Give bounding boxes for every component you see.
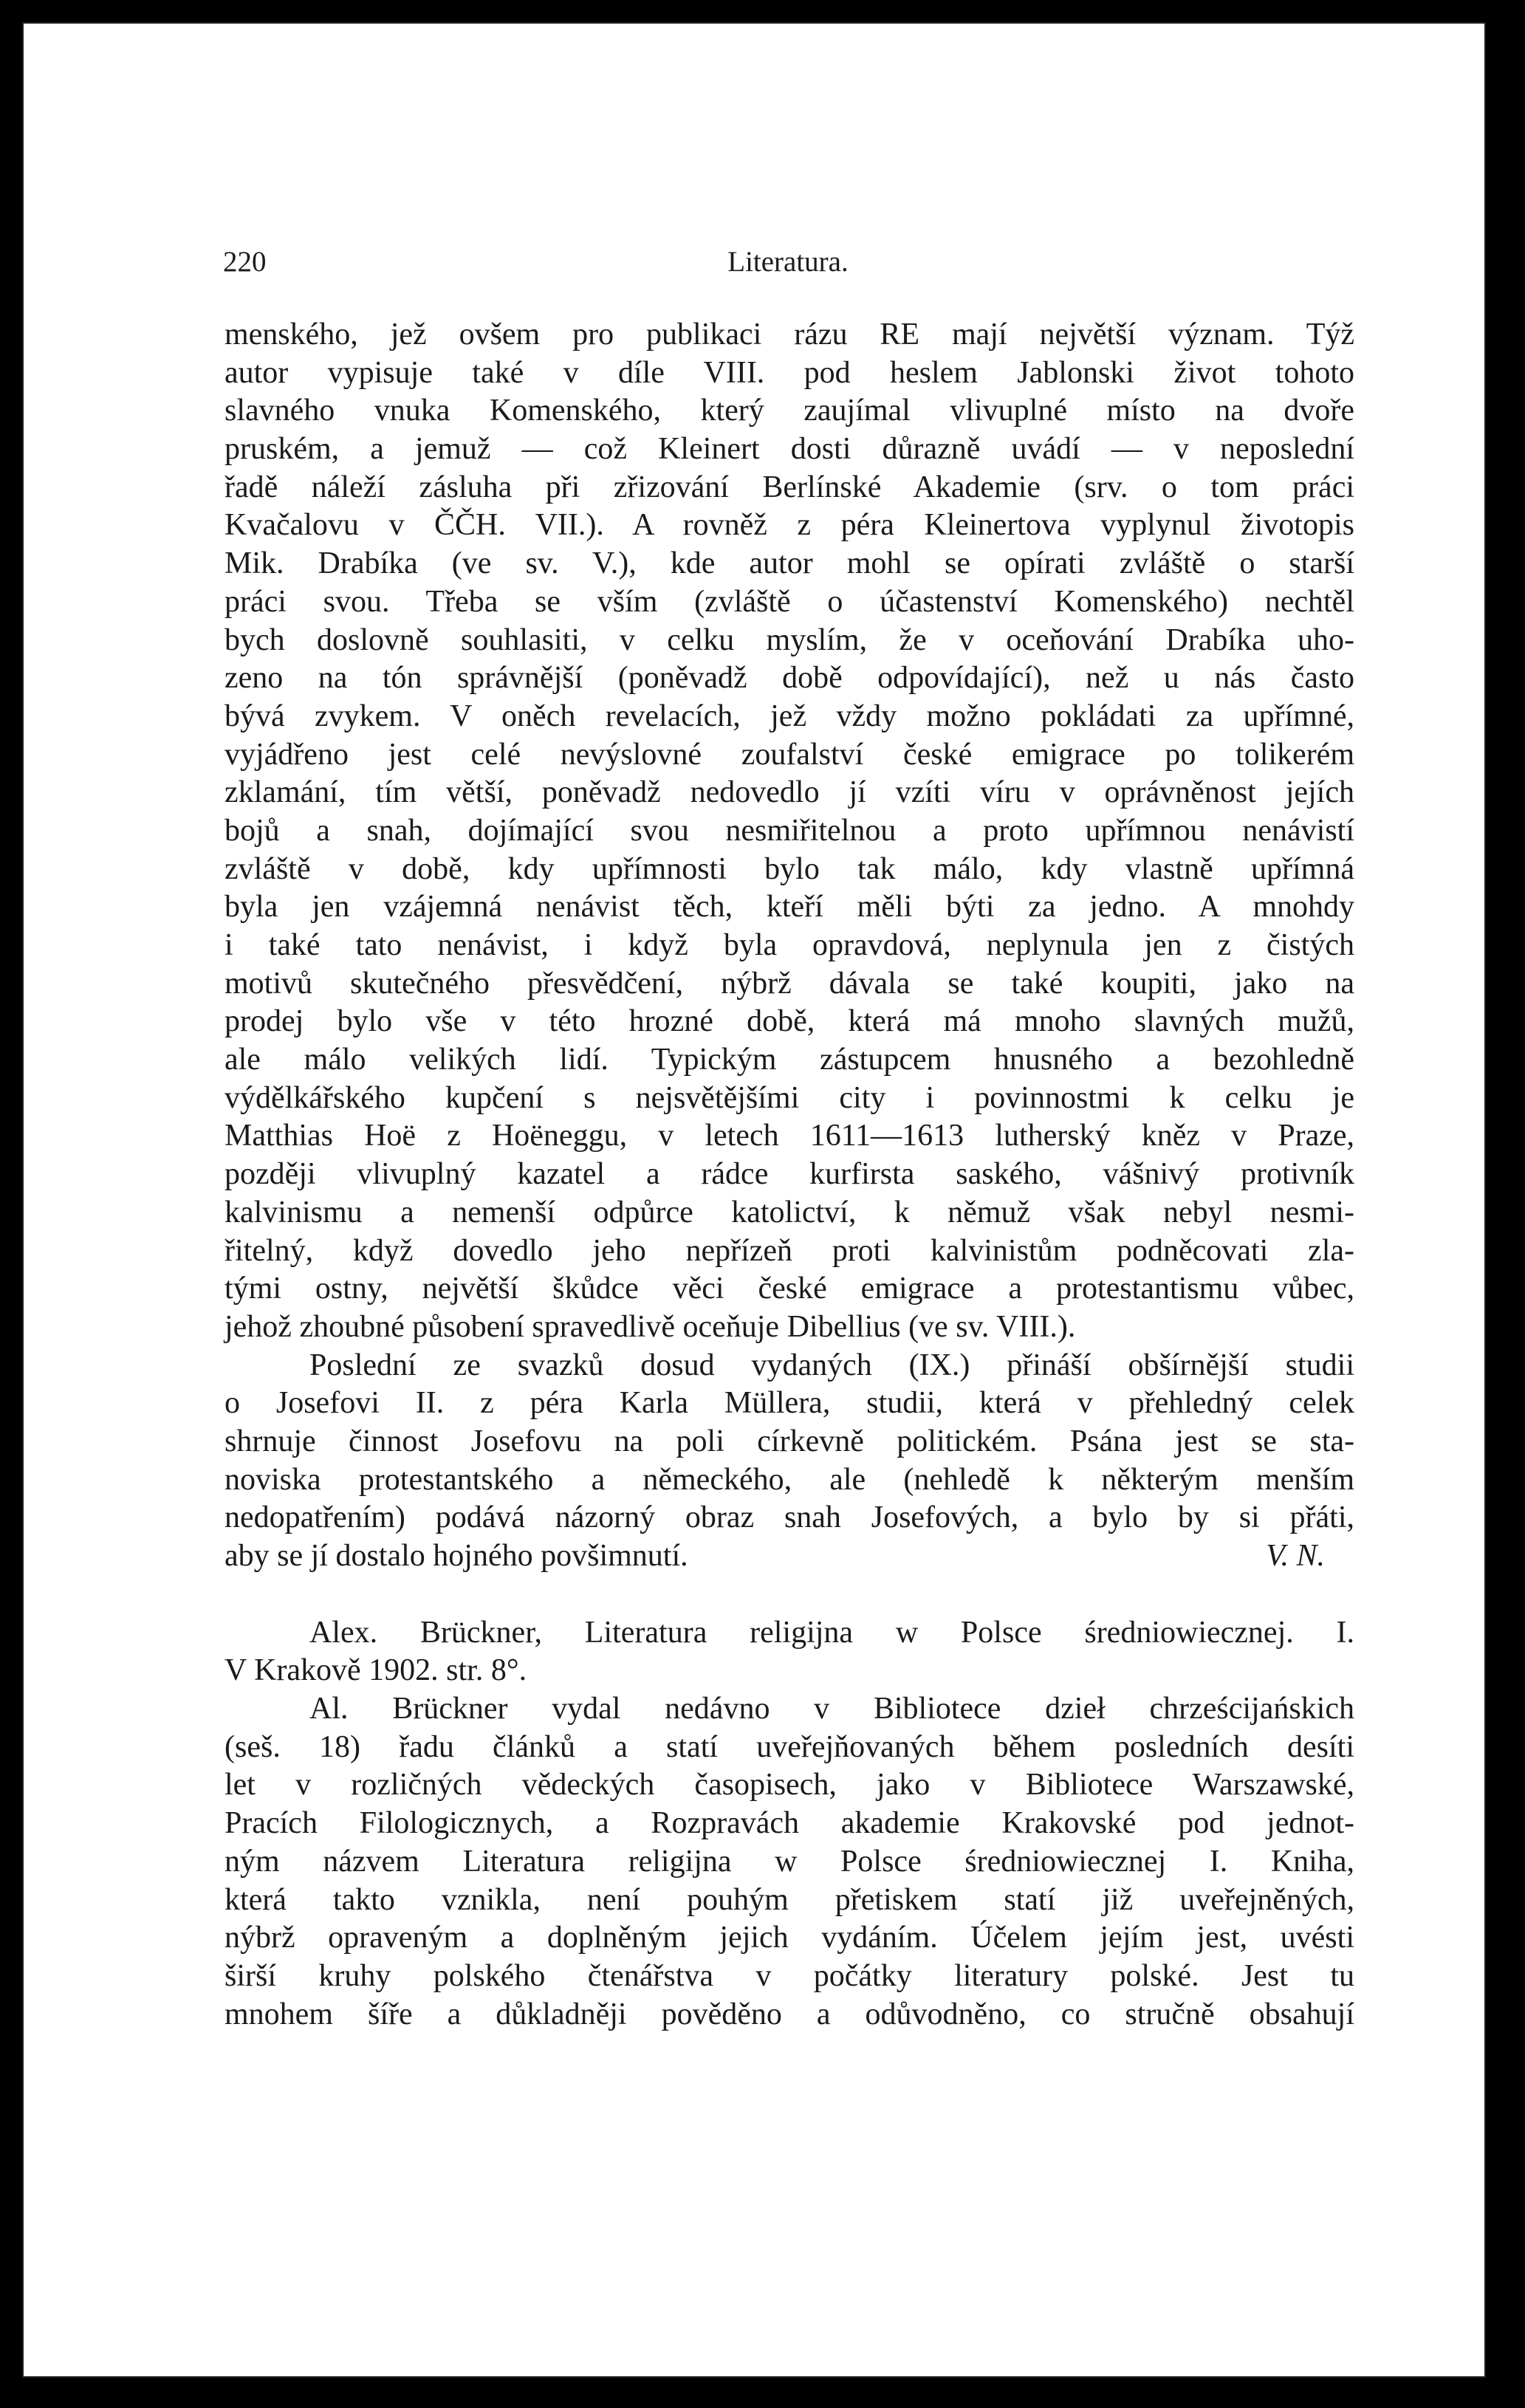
text-line: kalvinismu a nemenší odpůrce katolictví, k němuž však nebyl nesmi- (225, 1195, 1354, 1229)
text-line: nýbrž opraveným a doplněným jejich vydáním. Účelem jejím jest, uvésti (225, 1921, 1354, 1955)
text-line: zvláště v době, kdy upřímnosti bylo tak málo, kdy vlastně upřímná (225, 851, 1354, 886)
text-line: prodej bylo vše v této hrozné době, která má mnoho slavných mužů, (225, 1004, 1354, 1039)
text-line: ale málo velikých lidí. Typickým zástupcem hnusného a bezohledně (225, 1043, 1354, 1077)
review-heading-line: Alex. Brückner, Literatura religijna w Polsce średniowiecznej. I. (309, 1615, 1354, 1650)
text-line: let v rozličných vědeckých časopisech, jako v Bibliotece Warszawské, (225, 1768, 1354, 1802)
text-line: nedopatřením) podává názorný obraz snah Josefových, a bylo by si přáti, (225, 1500, 1354, 1535)
text-line-with-signature (225, 1537, 1354, 1576)
text-line: (seš. 18) řadu článků a statí uveřejňovaných během posledních desíti (225, 1729, 1354, 1764)
text-line: mnohem šíře a důkladněji pověděno a odůvodněno, co stručně obsahují (225, 1997, 1354, 2031)
text-line: širší kruhy polského čtenářstva v počátky literatury polské. Jest tu (225, 1958, 1354, 1993)
text-line: pruském, a jemuž — což Kleinert dosti důrazně uvádí — v neposlední (225, 432, 1354, 467)
text-line: výdělkářského kupčení s nejsvětějšími city i povinnostmi k celku je (225, 1080, 1354, 1115)
text-line: vyjádřeno jest celé nevýslovné zoufalství české emigrace po tolikerém (225, 737, 1354, 772)
text-line: i také tato nenávist, i když byla opravdová, neplynula jen z čistých (225, 928, 1354, 962)
page-number: 220 (223, 246, 267, 278)
text-line: tými ostny, největší škůdce věci české emigrace a protestantismu vůbec, (225, 1272, 1354, 1306)
text-line: shrnuje činnost Josefovu na poli církevně politickém. Psána jest se sta- (225, 1424, 1354, 1458)
text-line: zklamání, tím větší, poněvadž nedovedlo jí vzíti víru v oprávněnost jejích (225, 775, 1354, 810)
text-line: jehož zhoubné působení spravedlivě oceňuje Dibellius (ve sv. VIII.). (225, 1309, 1076, 1344)
text-line: bych doslovně souhlasiti, v celku myslím, že v oceňování Drabíka uho- (225, 622, 1354, 657)
running-head (223, 245, 1353, 282)
text-line: byla jen vzájemná nenávist těch, kteří měli býti za jedno. A mnohdy (225, 890, 1354, 925)
text-line: práci svou. Třeba se vším (zvláště o účastenství Komenského) nechtěl (225, 584, 1354, 619)
author-signature: V. N. (1266, 1539, 1325, 1573)
text-line: bojů a snah, dojímající svou nesmiřitelnou a proto upřímnou nenávistí (225, 813, 1354, 848)
text-line: bývá zvykem. V oněch revelacích, jež vždy možno pokládati za upřímné, (225, 699, 1354, 733)
text-line: zeno na tón správnější (poněvadž době odpovídající), než u nás často (225, 661, 1354, 696)
text-line: autor vypisuje také v díle VIII. pod heslem Jablonski život tohoto (225, 355, 1354, 390)
book-page (22, 22, 1486, 2378)
text-line: Kvačalovu v ČČH. VII.). A rovněž z péra Kleinertova vyplynul životopis (225, 508, 1354, 543)
text-line: slavného vnuka Komenského, který zaujímal vlivuplné místo na dvoře (225, 394, 1354, 428)
section-gap (225, 1576, 1354, 1614)
text-line: noviska protestantského a německého, ale (nehledě k některým menším (225, 1462, 1354, 1497)
text-line: řitelný, když dovedlo jeho nepřízeň proti kalvinistům podněcovati zla- (225, 1233, 1354, 1268)
text-line: později vlivuplný kazatel a rádce kurfirsta saského, vášnivý protivník (225, 1157, 1354, 1192)
text-line: o Josefovi II. z péra Karla Müllera, studii, která v přehledný celek (225, 1386, 1354, 1421)
text-line: řadě náleží zásluha při zřizování Berlínské Akademie (srv. o tom práci (225, 470, 1354, 504)
text-line: Poslední ze svazků dosud vydaných (IX.) přináší obšírnější studii (309, 1348, 1354, 1382)
text-line: která takto vznikla, není pouhým přetiskem statí již uveřejněných, (225, 1882, 1354, 1917)
text-line: Matthias Hoë z Hoëneggu, v letech 1611—1613 lutherský kněz v Praze, (225, 1119, 1354, 1153)
text-line: Pracích Filologicznych, a Rozpravách akademie Krakovské pod jednot- (225, 1806, 1354, 1841)
text-line: menského, jež ovšem pro publikaci rázu RE mají největší význam. Týž (225, 318, 1354, 351)
text-line: Al. Brückner vydal nedávno v Bibliotece dzieł chrześcijańskich (309, 1692, 1354, 1726)
text-body (225, 316, 1354, 2034)
running-title: Literatura. (727, 246, 849, 278)
text-line: ným názvem Literatura religijna w Polsce średniowiecznej I. Kniha, (225, 1844, 1354, 1879)
review-heading-line: V Krakově 1902. str. 8°. (225, 1653, 527, 1688)
text-line: Mik. Drabíka (ve sv. V.), kde autor mohl se opírati zvláště o starší (225, 546, 1354, 581)
text-line: aby se jí dostalo hojného povšimnutí. (225, 1539, 688, 1573)
text-line: motivů skutečného přesvědčení, nýbrž dávala se také koupiti, jako na (225, 966, 1354, 1001)
